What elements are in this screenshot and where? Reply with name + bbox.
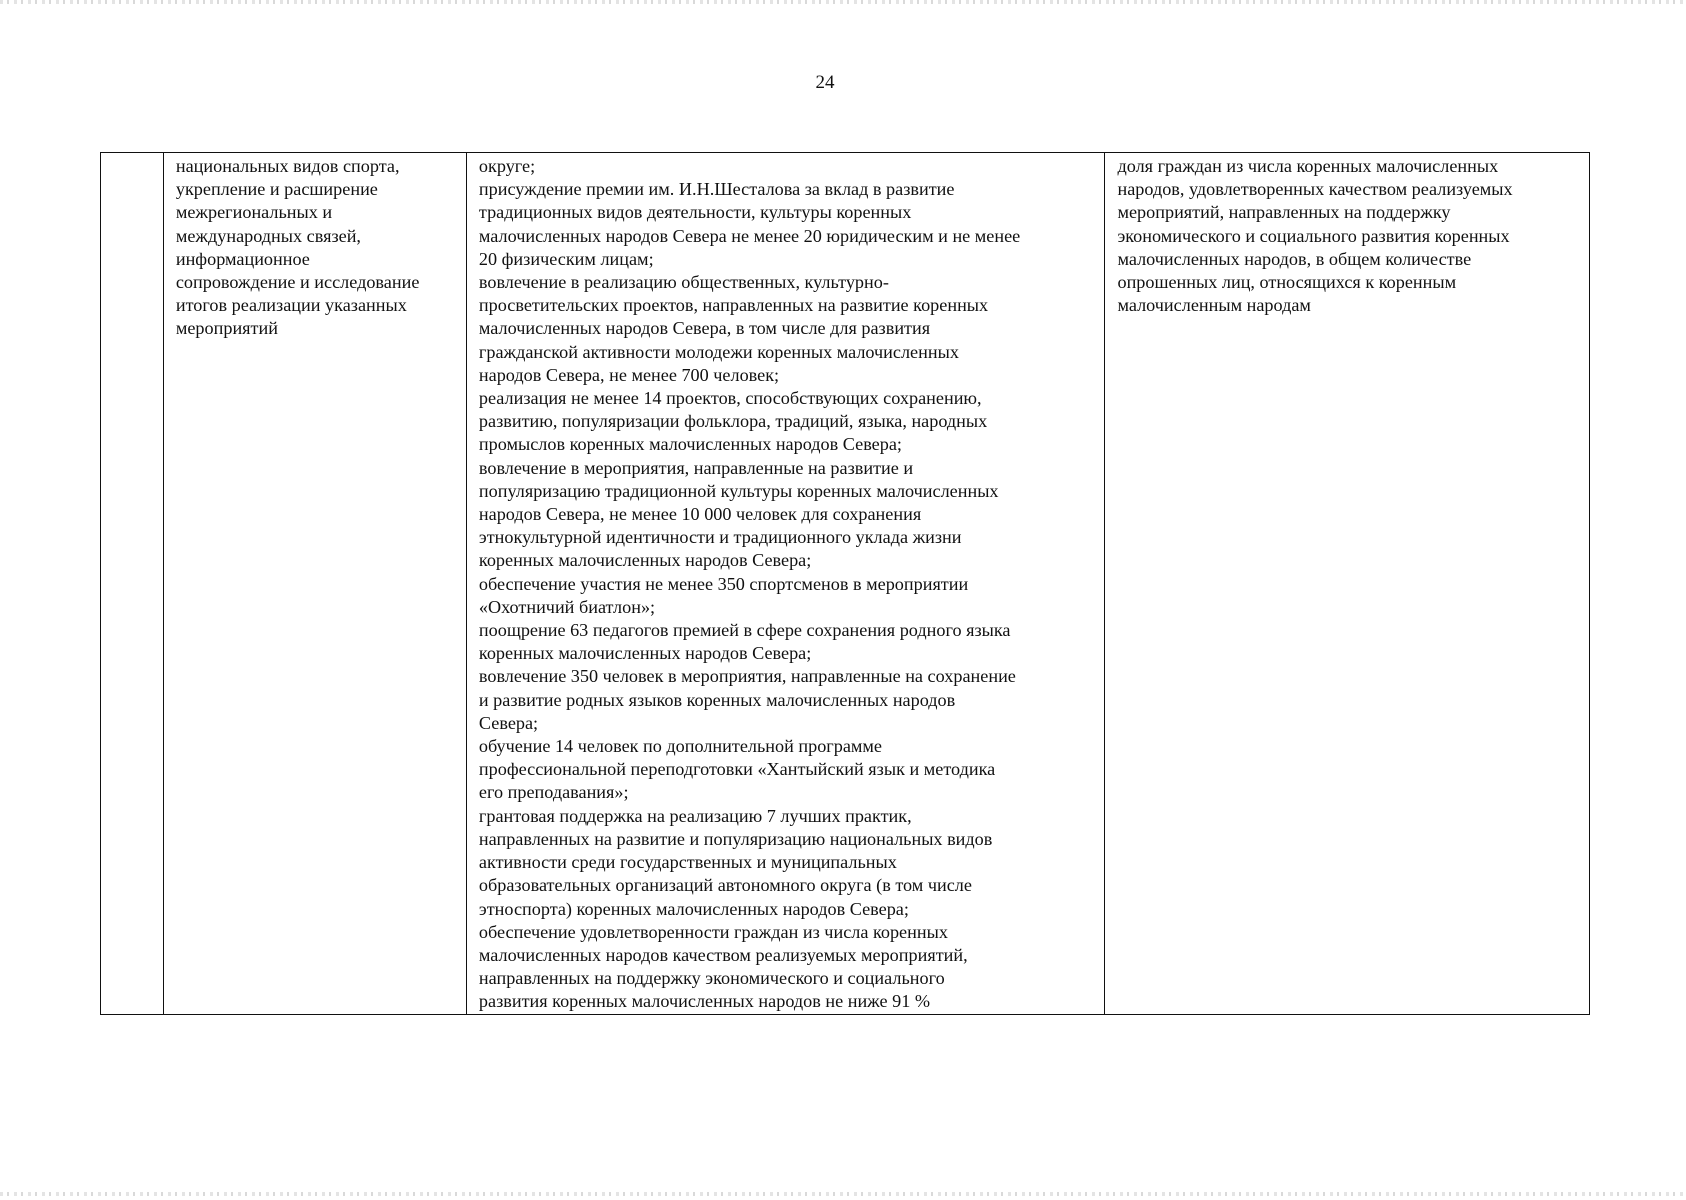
text-line: грантовая поддержка на реализацию 7 лучших практик, (478, 805, 912, 826)
text-line: экономического и социального развития коренных (1117, 225, 1510, 246)
text-line: сопровождение и исследование (175, 272, 420, 293)
text-line: малочисленных народов, в общем количестве (1117, 248, 1472, 269)
text-line: этноспорта) коренных малочисленных народов Севера; (478, 898, 909, 919)
scan-edge-bottom (0, 1192, 1686, 1196)
text-line: реализация не менее 14 проектов, способствующих сохранению, (478, 388, 982, 409)
text-line: Севера; (478, 712, 539, 733)
text-line: малочисленным народам (1117, 295, 1311, 316)
text-line: профессиональной переподготовки «Хантыйский язык и методика (478, 759, 996, 780)
text-line: обеспечение удовлетворенности граждан из числа коренных (478, 921, 948, 942)
text-line: межрегиональных и (175, 202, 333, 223)
text-line: вовлечение в реализацию общественных, культурно- (478, 272, 889, 293)
text-line: образовательных организаций автономного округа (в том числе (478, 875, 972, 896)
text-line: доля граждан из числа коренных малочисленных (1117, 156, 1499, 176)
text-line: укрепление и расширение (175, 179, 378, 200)
text-line: 20 физическим лицам; (478, 248, 654, 269)
text-line: народов Севера, не менее 700 человек; (478, 364, 780, 385)
text-line: вовлечение в мероприятия, направленные на развитие и (478, 457, 914, 478)
table-cell-indicator (1105, 153, 1590, 1015)
text-line: малочисленных народов Севера, в том числе для развития (478, 318, 931, 339)
page-number: 24 (815, 72, 835, 93)
text-line: национальных видов спорта, (175, 156, 400, 176)
text-line: его преподавания»; (478, 782, 629, 803)
text-line: просветительских проектов, направленных на развитие коренных (478, 295, 989, 316)
text-line: гражданской активности молодежи коренных малочисленных (478, 341, 959, 362)
text-line: традиционных видов деятельности, культуры коренных (478, 202, 912, 223)
text-line: обучение 14 человек по дополнительной программе (478, 736, 883, 757)
text-line: мероприятий, направленных на поддержку (1117, 202, 1451, 223)
text-line: итогов реализации указанных (175, 295, 407, 316)
text-line: присуждение премии им. И.Н.Шесталова за вклад в развитие (478, 179, 955, 200)
text-line: популяризацию традиционной культуры коренных малочисленных (478, 480, 999, 501)
text-line: развитию, популяризации фольклора, традиций, языка, народных (478, 411, 988, 432)
scan-edge-top (0, 0, 1686, 4)
text-line: и развитие родных языков коренных малочисленных народов (478, 689, 956, 710)
table-row (101, 153, 1590, 1015)
text-line: активности среди государственных и муниципальных (478, 852, 897, 873)
table-cell-number (101, 153, 164, 1015)
text-line: мероприятий (175, 318, 278, 339)
text-line: малочисленных народов Севера не менее 20 юридическим и не менее (478, 225, 1021, 246)
text-line: международных связей, (175, 225, 361, 246)
text-line: опрошенных лиц, относящихся к коренным (1117, 272, 1457, 293)
text-line: развития коренных малочисленных народов не ниже 91 % (478, 991, 931, 1012)
table-cell-results (466, 153, 1105, 1015)
text-line: коренных малочисленных народов Севера; (478, 550, 812, 571)
text-line: обеспечение участия не менее 350 спортсменов в мероприятии (478, 573, 969, 594)
text-line: промыслов коренных малочисленных народов Севера; (478, 434, 902, 455)
text-line: округе; (478, 156, 536, 176)
document-table (100, 152, 1590, 1015)
text-line: этнокультурной идентичности и традиционного уклада жизни (478, 527, 962, 548)
text-line: народов, удовлетворенных качеством реализуемых (1117, 179, 1513, 200)
text-line: народов Севера, не менее 10 000 человек для сохранения (478, 504, 922, 525)
text-line: «Охотничий биатлон»; (478, 596, 656, 617)
text-line: поощрение 63 педагогов премией в сфере сохранения родного языка (478, 620, 1011, 641)
text-line: направленных на развитие и популяризацию национальных видов (478, 828, 993, 849)
table-cell-activity (163, 153, 466, 1015)
text-line: вовлечение 350 человек в мероприятия, направленные на сохранение (478, 666, 1016, 687)
text-line: малочисленных народов качеством реализуемых мероприятий, (478, 944, 968, 965)
text-line: направленных на поддержку экономического и социального (478, 968, 945, 989)
text-line: информационное (175, 248, 310, 269)
text-line: коренных малочисленных народов Севера; (478, 643, 812, 664)
